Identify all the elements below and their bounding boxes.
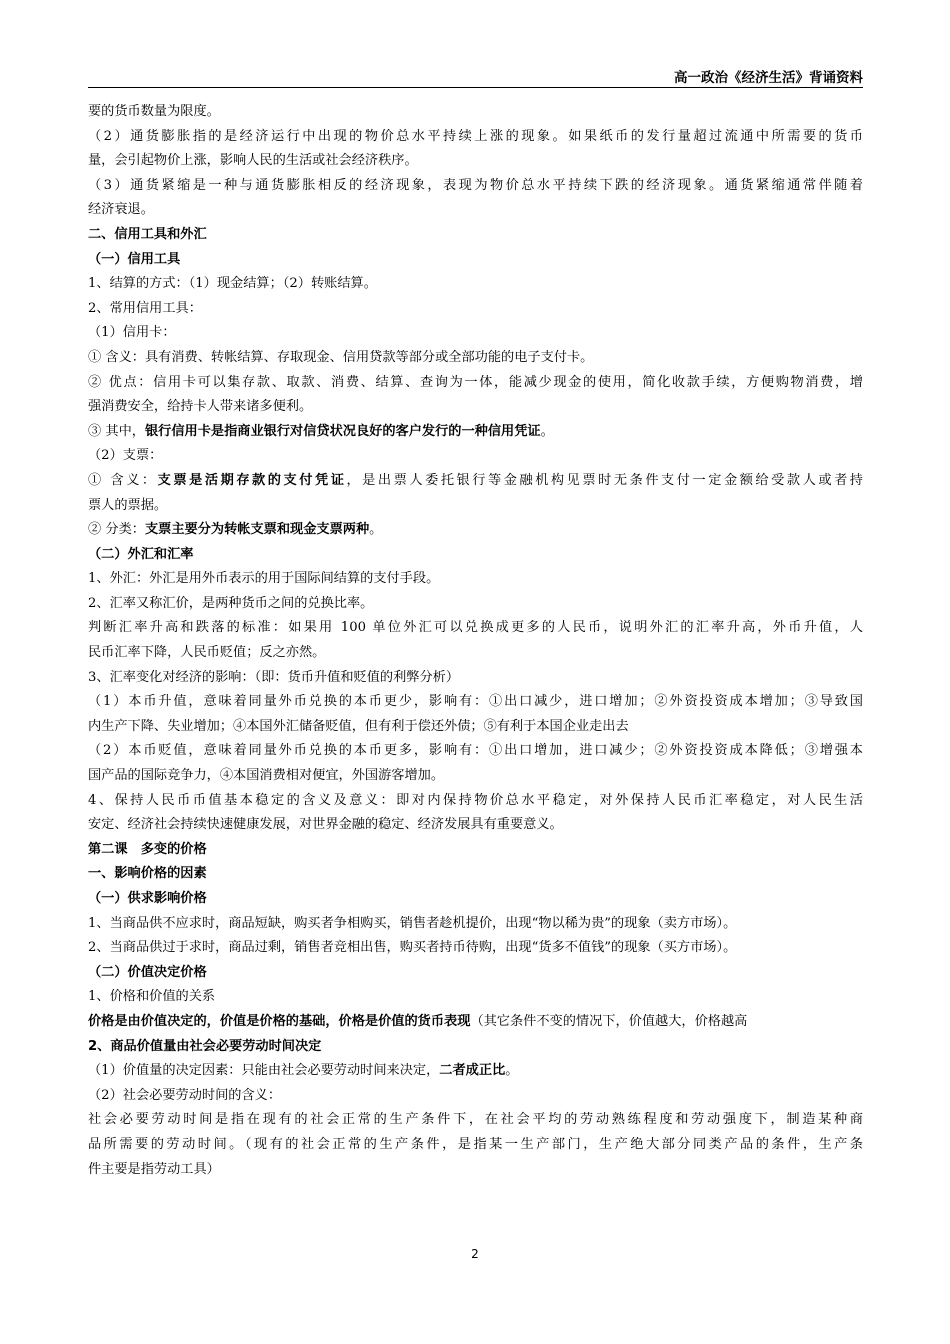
header-title: 高一政治《经济生活》背诵资料 [674, 70, 863, 86]
text-line [88, 1084, 863, 1109]
text-line [88, 149, 863, 174]
text-line [88, 789, 863, 814]
text-segment: 安定、经济社会持续快速健康发展，对世界金融的稳定、经济发展具有重要意义。 [88, 817, 563, 833]
document-body [88, 100, 863, 1182]
text-line [88, 666, 863, 691]
text-segment: 件主要是指劳动工具） [88, 1161, 220, 1177]
text-segment: 强消费安全，给持卡人带来诸多便利。 [88, 399, 313, 415]
text-segment: （1）本币升值，意味着同量外币兑换的本币更少，影响有：①出口减少，进口增加；②外资投资成本增加；③导致国 [88, 694, 863, 710]
text-segment: 。 [369, 522, 383, 538]
text-segment: （1）价值量的决定因素：只能由社会必要劳动时间来决定， [88, 1063, 440, 1079]
text-line [88, 616, 863, 641]
text-line [88, 1108, 863, 1133]
text-segment: 2、常用信用工具： [88, 300, 202, 316]
text-segment: （2）通货膨胀指的是经济运行中出现的物价总水平持续上涨的现象。如果纸币的发行量超过流通中所需要的货币 [88, 128, 863, 144]
text-line [88, 395, 863, 420]
text-segment: ② 分类： [88, 522, 145, 538]
text-line [88, 715, 863, 740]
text-line [88, 420, 863, 445]
text-line [88, 297, 863, 322]
text-segment: 4、保持人民币币值基本稳定的含义及意义：即对内保持物价总水平稳定，对外保持人民币汇率稳定，对人民生活 [88, 792, 863, 808]
text-segment: 2、当商品供过于求时，商品过剩，销售者竞相出售，购买者持币待购，出现“货多不值钱”的现象（买方市场）。 [88, 940, 737, 956]
text-segment: ① 含义： [88, 472, 158, 488]
text-line [88, 223, 863, 248]
text-line [88, 518, 863, 543]
text-line [88, 444, 863, 469]
page-header [88, 60, 863, 88]
text-line [88, 174, 863, 199]
text-segment: 1、价格和价值的关系 [88, 989, 216, 1005]
text-segment: （2）本币贬值，意味着同量外币兑换的本币更多，影响有：①出口增加，进口减少；②外资投资成本降低；③增强本 [88, 743, 863, 759]
text-line [88, 887, 863, 912]
bold-text: 价格是由价值决定的，价值是价格的基础，价格是价值的货币表现 [88, 1013, 471, 1029]
bold-text: 一、影响价格的因素 [88, 866, 207, 882]
text-line [88, 690, 863, 715]
text-segment: （其它条件不变的情况下，价值越大，价格越高 [470, 1013, 748, 1029]
text-line [88, 592, 863, 617]
text-segment: 3、汇率变化对经济的影响：（即：货币升值和贬值的利弊分析） [88, 669, 460, 685]
text-line [88, 494, 863, 519]
text-line [88, 371, 863, 396]
bold-text: （二）外汇和汇率 [88, 546, 194, 562]
text-segment: （1）信用卡： [88, 325, 176, 341]
text-segment: （2）支票： [88, 448, 163, 464]
text-segment: 量，会引起物价上涨，影响人民的生活或社会经济秩序。 [88, 153, 418, 169]
text-line [88, 1133, 863, 1158]
text-segment: 。 [540, 423, 554, 439]
text-segment: 1、结算的方式：（1）现金结算；（2）转账结算。 [88, 276, 377, 292]
text-line [88, 862, 863, 887]
text-segment: 经济衰退。 [88, 202, 154, 218]
text-line [88, 321, 863, 346]
text-line [88, 248, 863, 273]
text-line [88, 543, 863, 568]
text-segment: ③ 其中， [88, 423, 145, 439]
bold-text: 支票主要分为转帐支票和现金支票两种 [144, 522, 370, 538]
text-line [88, 739, 863, 764]
text-line [88, 985, 863, 1010]
page-number: 2 [471, 1247, 479, 1261]
text-line [88, 813, 863, 838]
text-line [88, 125, 863, 150]
text-segment: 1、当商品供不应求时，商品短缺，购买者争相购买，销售者趁机提价，出现“物以稀为贵”的现象（卖方市场）。 [88, 915, 737, 931]
text-line [88, 912, 863, 937]
bold-text: 二、信用工具和外汇 [88, 226, 207, 242]
bold-text: 第二课 多变的价格 [88, 841, 207, 857]
text-line [88, 346, 863, 371]
text-line [88, 469, 863, 494]
text-segment: 票人的票据。 [88, 497, 168, 513]
bold-text: 二者成正比 [439, 1063, 506, 1079]
text-line [88, 838, 863, 863]
bold-text: 支票是活期存款的支付凭证 [157, 472, 347, 488]
text-segment: 品所需要的劳动时间。（现有的社会正常的生产条件，是指某一生产部门，生产绝大部分同类产品的条件，生产条 [88, 1136, 863, 1152]
text-line [88, 641, 863, 666]
bold-text: 银行信用卡是指商业银行对信贷状况良好的客户发行的一种信用凭证 [144, 423, 541, 439]
text-line [88, 1035, 863, 1060]
text-line [88, 100, 863, 125]
text-line [88, 961, 863, 986]
text-segment: （3）通货紧缩是一种与通货膨胀相反的经济现象，表现为物价总水平持续下跌的经济现象。通货紧缩通常伴随着 [88, 177, 863, 193]
text-line [88, 764, 863, 789]
text-segment: ② 优点：信用卡可以集存款、取款、消费、结算、查询为一体，能减少现金的使用，简化收款手续，方便购物消费，增 [88, 374, 863, 390]
text-segment: 国产品的国际竞争力，④本国消费相对便宜，外国游客增加。 [88, 768, 445, 784]
text-segment: 。 [505, 1063, 519, 1079]
text-line [88, 1010, 863, 1035]
text-segment: ，是出票人委托银行等金融机构见票时无条件支付一定金额给受款人或者持 [346, 472, 863, 488]
text-segment: 要的货币数量为限度。 [88, 104, 220, 119]
text-segment: ① 含义：具有消费、转帐结算、存取现金、信用贷款等部分或全部功能的电子支付卡。 [88, 349, 594, 365]
text-line [88, 567, 863, 592]
text-segment: 2、汇率又称汇价，是两种货币之间的兑换比率。 [88, 595, 374, 611]
bold-text: （一）信用工具 [88, 251, 181, 267]
text-segment: 1、外汇：外汇是用外币表示的用于国际间结算的支付手段。 [88, 571, 440, 587]
text-segment: 社会必要劳动时间是指在现有的社会正常的生产条件下，在社会平均的劳动熟练程度和劳动强度下，制造某种商 [88, 1112, 863, 1128]
bold-text: （一）供求影响价格 [88, 891, 207, 906]
text-line [88, 198, 863, 223]
text-line [88, 936, 863, 961]
text-segment: 民币汇率下降，人民币贬值；反之亦然。 [88, 645, 326, 661]
text-segment: 内生产下降、失业增加；④本国外汇储备贬值，但有利于偿还外债；⑤有利于本国企业走出去 [88, 718, 629, 734]
text-line [88, 1059, 863, 1084]
text-segment: （2）社会必要劳动时间的含义： [88, 1087, 282, 1103]
bold-text: 2、商品价值量由社会必要劳动时间决定 [88, 1038, 322, 1054]
text-line [88, 272, 863, 297]
text-line [88, 1158, 863, 1183]
text-segment: 判断汇率升高和跌落的标准：如果用 100 单位外汇可以兑换成更多的人民币，说明外汇的汇率升高，外币升值，人 [88, 620, 863, 636]
bold-text: （二）价值决定价格 [88, 964, 207, 980]
